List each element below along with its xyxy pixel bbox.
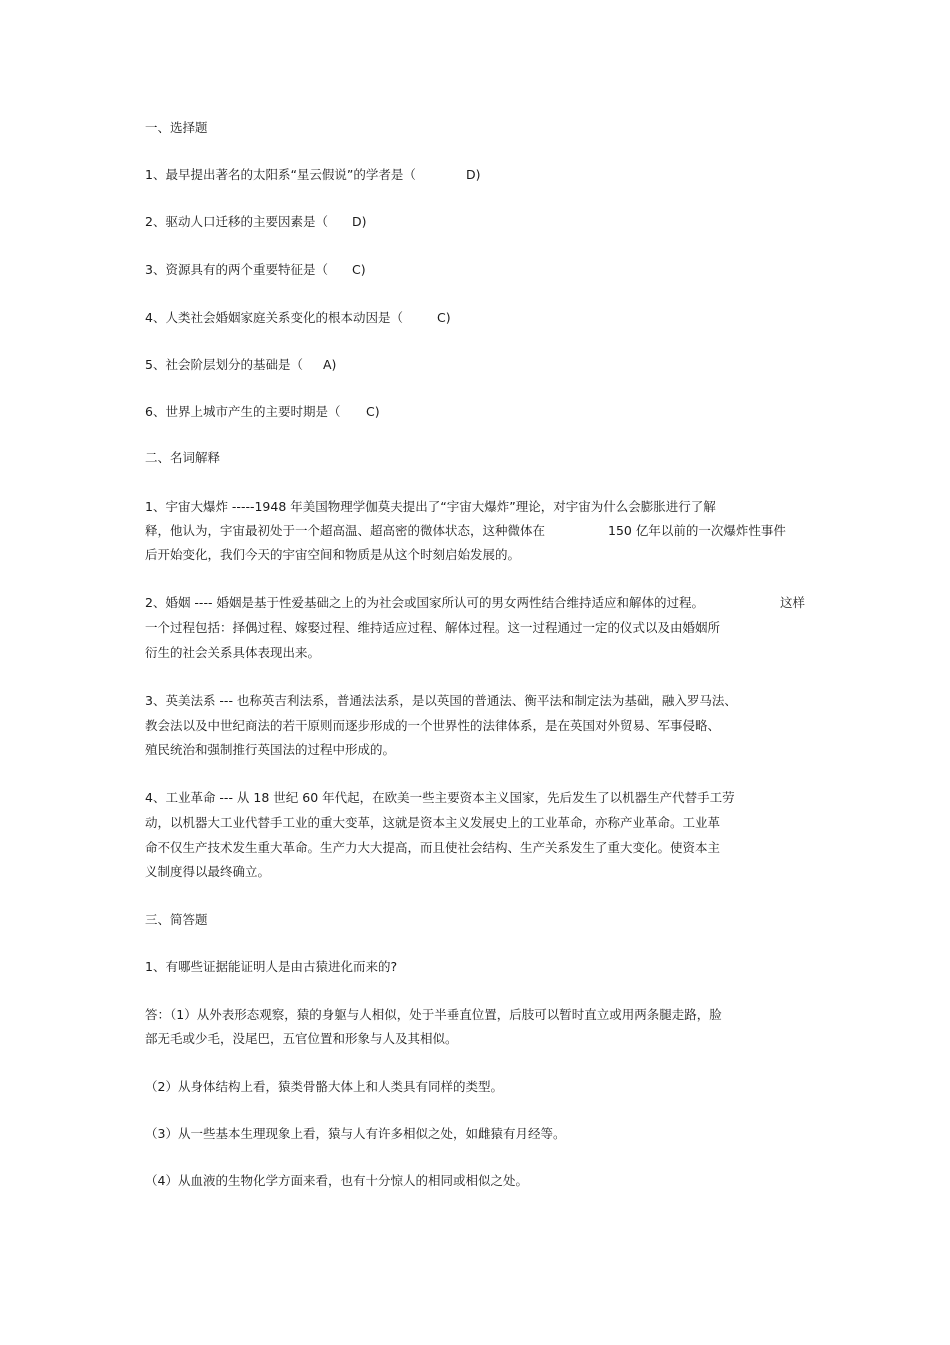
term-4-line-1: 4、工业革命 --- 从 18 世纪 60 年代起，在欧美一些主要资本主义国家，先后发生了以机器生产代替手工劳 <box>145 790 735 805</box>
term-3-line-1: 3、英美法系 --- 也称英吉利法系，普通法法系，是以英国的普通法、衡平法和制定法为基础，融入罗马法、 <box>145 693 737 708</box>
choice-question-5: 5、社会阶层划分的基础是（ <box>145 357 303 372</box>
choice-question-3: 3、资源具有的两个重要特征是（ <box>145 262 328 277</box>
choice-answer-2: D) <box>352 214 367 229</box>
term-4-line-3: 命不仅生产技术发生重大革命。生产力大大提高，而且使社会结构、生产关系发生了重大变化。使资本主 <box>145 840 721 855</box>
short-answer-point-4: （4）从血液的生物化学方面来看，也有十分惊人的相同或相似之处。 <box>145 1173 528 1188</box>
term-1-line-1: 1、宇宙大爆炸 -----1948 年美国物理学伽莫夫提出了“宇宙大爆炸”理论，对宇宙为什么会膨胀进行了解 <box>145 499 716 514</box>
choice-answer-1: D) <box>466 167 481 182</box>
section-title-short-answer: 三、简答题 <box>145 912 208 927</box>
choice-answer-6: C) <box>366 404 380 419</box>
short-answer-point-2: （2）从身体结构上看，猿类骨骼大体上和人类具有同样的类型。 <box>145 1079 503 1094</box>
term-4-line-2: 动，以机器大工业代替手工业的重大变革，这就是资本主义发展史上的工业革命，亦称产业革命。工业革 <box>145 815 721 830</box>
section-title-choice: 一、选择题 <box>145 120 208 135</box>
choice-answer-5: A) <box>323 357 337 372</box>
term-1-line-2: 释，他认为，宇宙最初处于一个超高温、超高密的微体状态，这种微体在 <box>145 523 546 538</box>
term-2-line-3: 衍生的社会关系具体表现出来。 <box>145 645 321 660</box>
term-2-line-1: 2、婚姻 ---- 婚姻是基于性爱基础之上的为社会或国家所认可的男女两性结合维持适应和解体的过程。 <box>145 595 704 610</box>
term-2-line-2: 一个过程包括：择偶过程、嫁娶过程、维持适应过程、解体过程。这一过程通过一定的仪式以及由婚姻所 <box>145 620 721 635</box>
choice-question-6: 6、世界上城市产生的主要时期是（ <box>145 404 341 419</box>
term-1-line-3: 后开始变化，我们今天的宇宙空间和物质是从这个时刻启始发展的。 <box>145 547 521 562</box>
choice-answer-3: C) <box>352 262 366 277</box>
short-answer-line-2: 部无毛或少毛，没尾巴，五官位置和形象与人及其相似。 <box>145 1031 458 1046</box>
term-1-line-2-tail: 150 亿年以前的一次爆炸性事件 <box>608 523 786 538</box>
term-3-line-2: 教会法以及中世纪商法的若干原则而逐步形成的一个世界性的法律体系，是在英国对外贸易、军事侵略、 <box>145 718 721 733</box>
term-3-line-3: 殖民统治和强制推行英国法的过程中形成的。 <box>145 742 396 757</box>
choice-question-4: 4、人类社会婚姻家庭关系变化的根本动因是（ <box>145 310 403 325</box>
term-2-line-1-tail: 这样 <box>780 595 806 610</box>
choice-answer-4: C) <box>437 310 451 325</box>
section-title-terms: 二、名词解释 <box>145 450 221 465</box>
term-4-line-4: 义制度得以最终确立。 <box>145 864 271 879</box>
choice-question-2: 2、驱动人口迁移的主要因素是（ <box>145 214 328 229</box>
short-question-1: 1、有哪些证据能证明人是由古猿进化而来的? <box>145 959 398 974</box>
short-answer-line-1: 答：（1）从外表形态观察，猿的身躯与人相似，处于半垂直位置，后肢可以暂时直立或用两条腿走路，脸 <box>145 1007 722 1022</box>
short-answer-point-3: （3）从一些基本生理现象上看，猿与人有许多相似之处，如雌猿有月经等。 <box>145 1126 566 1141</box>
choice-question-1: 1、最早提出著名的太阳系“星云假说”的学者是（ <box>145 167 416 182</box>
